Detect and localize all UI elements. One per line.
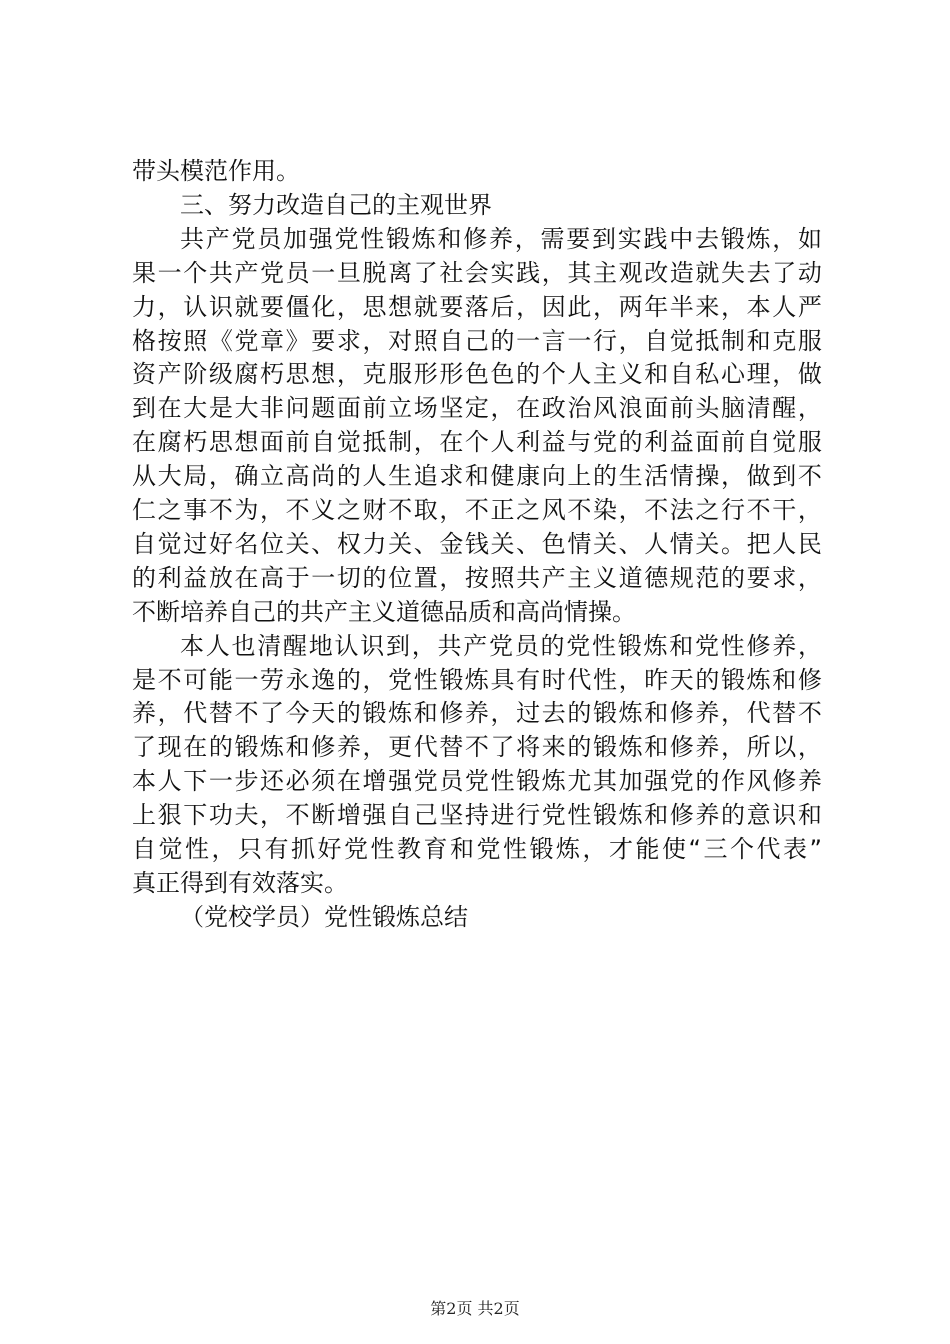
text-line: 力 ， 认 识 就 要 僵 化 ， 思 想 就 要 落 后 ， 因 此 ， 两 年 半 来 ， 本 人 严 bbox=[132, 292, 822, 321]
text-line: 资 产 阶 级 腐 朽 思 想 ， 克 服 形 形 色 色 的 个 人 主 义 和 自 私 心 理 ， 做 bbox=[132, 360, 822, 389]
text-line: 共 产 党 员 加 强 党 性 锻 炼 和 修 养 ， 需 要 到 实 践 中 去 锻 炼 ， 如 bbox=[180, 224, 822, 253]
text-line: 三 、 努 力 改 造 自 己 的 主 观 世 界 bbox=[180, 190, 492, 219]
text-line: 带 头 模 范 作 用 。 bbox=[132, 157, 300, 185]
text-line: 真 正 得 到 有 效 落 实 。 bbox=[132, 868, 348, 897]
text-line: 从 大 局 ， 确 立 高 尚 的 人 生 追 求 和 健 康 向 上 的 生 活 情 操 ， 做 到 不 bbox=[132, 462, 822, 491]
text-line: 到 在 大 是 大 非 问 题 面 前 立 场 坚 定 ， 在 政 治 风 浪 面 前 头 脑 清 醒 ， bbox=[132, 394, 822, 423]
text-line: 是 不 可 能 一 劳 永 逸 的 ， 党 性 锻 炼 具 有 时 代 性 ， 昨 天 的 锻 炼 和 修 bbox=[132, 665, 822, 694]
text-line: 本 人 也 清 醒 地 认 识 到 ， 共 产 党 员 的 党 性 锻 炼 和 党 性 修 养 ， bbox=[180, 631, 822, 660]
page-footer: 第2页 共2页 bbox=[430, 1299, 520, 1318]
text-line: 自 觉 性 ， 只 有 抓 好 党 性 教 育 和 党 性 锻 炼 ， 才 能 使 “ 三 个 代 表 ” bbox=[132, 835, 822, 863]
text-line: 果 一 个 共 产 党 员 一 旦 脱 离 了 社 会 实 践 ， 其 主 观 改 造 就 失 去 了 动 bbox=[132, 258, 822, 287]
text-line: 的 利 益 放 在 高 于 一 切 的 位 置 ， 按 照 共 产 主 义 道 德 规 范 的 要 求 ， bbox=[132, 563, 822, 592]
text-line: 不 断 培 养 自 己 的 共 产 主 义 道 德 品 质 和 高 尚 情 操 。 bbox=[132, 597, 636, 626]
text-line: （ 党 校 学 员 ） 党 性 锻 炼 总 结 bbox=[180, 902, 468, 931]
text-line: 格 按 照 《 党 章 》 要 求 ， 对 照 自 己 的 一 言 一 行 ， 自 觉 抵 制 和 克 服 bbox=[132, 326, 822, 355]
text-line: 仁 之 事 不 为 ， 不 义 之 财 不 取 ， 不 正 之 风 不 染 ， 不 法 之 行 不 干 ， bbox=[132, 496, 822, 524]
text-line: 自 觉 过 好 名 位 关 、 权 力 关 、 金 钱 关 、 色 情 关 、 人 情 关 。 把 人 民 bbox=[132, 529, 822, 558]
text-line: 了 现 在 的 锻 炼 和 修 养 ， 更 代 替 不 了 将 来 的 锻 炼 和 修 养 ， 所 以 ， bbox=[132, 733, 822, 762]
text-line: 本 人 下 一 步 还 必 须 在 增 强 党 员 党 性 锻 炼 尤 其 加 强 党 的 作 风 修 养 bbox=[132, 767, 822, 796]
text-line: 养 ， 代 替 不 了 今 天 的 锻 炼 和 修 养 ， 过 去 的 锻 炼 和 修 养 ， 代 替 不 bbox=[132, 699, 822, 728]
text-line: 在 腐 朽 思 想 面 前 自 觉 抵 制 ， 在 个 人 利 益 与 党 的 利 益 面 前 自 觉 服 bbox=[132, 428, 822, 457]
text-line: 上 狠 下 功 夫 ， 不 断 增 强 自 己 坚 持 进 行 党 性 锻 炼 和 修 养 的 意 识 和 bbox=[132, 801, 822, 830]
